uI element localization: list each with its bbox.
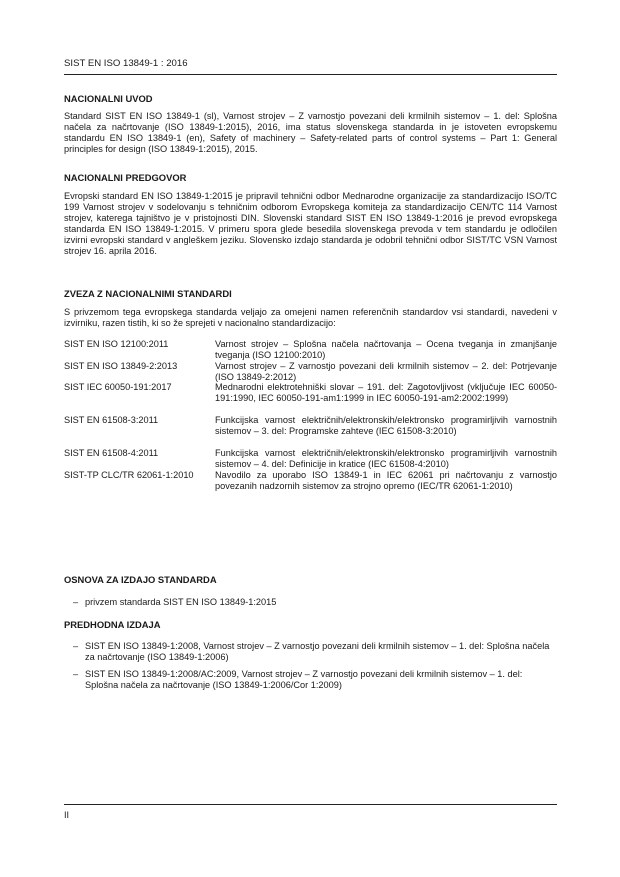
reference-id: SIST EN 61508-3:2011 xyxy=(64,415,159,425)
reference-desc: Mednarodni elektrotehniški slovar – 191. del: Zagotovljivost (vključuje IEC 60050-191:1990, IEC 60050-191-am1:1999 in IEC 60050-191-am2:2002:1999) xyxy=(215,382,557,403)
heading-nacionalni-predgovor: NACIONALNI PREDGOVOR xyxy=(64,172,187,183)
reference-desc: Funkcijska varnost električnih/elektronskih/elektronsko programirljivih varnostnih sistemov – 4. del: Definicije in kratice (IEC 61508-4:2010) xyxy=(215,448,557,469)
list-item: – SIST EN ISO 13849-1:2008/AC:2009, Varnost strojev – Z varnostjo povezani deli krmilnih sistemov – 1. del: Splošna načela za načrtovanje (ISO 13849-1:2006/Cor 1:2009) xyxy=(64,669,557,691)
heading-zveza: ZVEZA Z NACIONALNIMI STANDARDI xyxy=(64,288,232,299)
reference-id: SIST EN ISO 12100:2011 xyxy=(64,339,169,349)
heading-predhodna-izdaja: PREDHODNA IZDAJA xyxy=(64,619,161,630)
header-rule xyxy=(64,74,557,75)
bullet-dash: – xyxy=(73,597,79,607)
reference-id: SIST IEC 60050-191:2017 xyxy=(64,382,172,392)
document-header: SIST EN ISO 13849-1 : 2016 xyxy=(64,58,188,69)
reference-row xyxy=(64,415,557,437)
bullet-dash: – xyxy=(73,669,79,679)
zveza-paragraph: S privzemom tega evropskega standarda veljajo za omejeni namen referenčnih standardov vsi standardi, navedeni v izvirniku, razen tistih, ki so že sprejeti v nacionalno standardizacijo: xyxy=(64,307,557,328)
reference-id: SIST-TP CLC/TR 62061-1:2010 xyxy=(64,470,194,480)
reference-desc: Funkcijska varnost električnih/elektronskih/elektronsko programirljivih varnostnih sistemov – 3. del: Programske zahteve (IEC 61508-3:2010) xyxy=(215,415,557,436)
predgovor-paragraph: Evropski standard EN ISO 13849-1:2015 je pripravil tehnični odbor Mednarodne organizacije za standardizacijo ISO/TC 199 Varnost strojev v sodelovanju s tehničnim odborom Evropskega komiteja za standardizacijo CEN/TC 114 Varnost strojev, katerega tajništvo je v pristojnosti DIN. Slovenski standard SIST EN ISO 13849-1:2016 je prevod evropskega standarda EN ISO 13849-1:2015. V primeru spora glede besedila slovenskega prevoda v tem standardu je odločilen izvirni evropski standard v angleškem jeziku. Slovensko izdajo standarda je odobril tehnični odbor SIST/TC VSN Varnost strojev 16. aprila 2016. xyxy=(64,191,557,256)
bullet-dash: – xyxy=(73,641,79,651)
reference-row xyxy=(64,361,557,383)
reference-row xyxy=(64,382,557,404)
reference-desc: Navodilo za uporabo ISO 13849-1 in IEC 62061 pri načrtovanju z varnostjo povezanih nadzornih sistemov za strojno opremo (IEC/TR 62061-1:2010) xyxy=(215,470,557,491)
list-item: – privzem standarda SIST EN ISO 13849-1:2015 xyxy=(64,597,557,608)
reference-row xyxy=(64,470,557,492)
reference-row xyxy=(64,448,557,470)
list-item: – SIST EN ISO 13849-1:2008, Varnost strojev – Z varnostjo povezani deli krmilnih sistemov – 1. del: Splošna načela za načrtovanje (ISO 13849-1:2006) xyxy=(64,641,557,663)
uvod-paragraph: Standard SIST EN ISO 13849-1 (sl), Varnost strojev – Z varnostjo povezani deli krmilnih sistemov – 1. del: Splošna načela za načrtovanje (ISO 13849-1:2015), 2016, ima status slovenskega standarda in je istoveten evropskemu standardu EN ISO 13849-1 (en), Safety of machinery – Safety-related parts of control systems – Part 1: General principles for design (ISO 13849-1:2015), 2015. xyxy=(64,111,557,154)
footer-rule xyxy=(64,804,557,805)
reference-row xyxy=(64,339,557,361)
reference-id: SIST EN ISO 13849-2:2013 xyxy=(64,361,178,371)
heading-osnova: OSNOVA ZA IZDAJO STANDARDA xyxy=(64,574,217,585)
reference-desc: Varnost strojev – Splošna načela načrtovanja – Ocena tveganja in zmanjšanje tveganja (ISO 12100:2010) xyxy=(215,339,557,360)
reference-id: SIST EN 61508-4:2011 xyxy=(64,448,159,458)
page-number: II xyxy=(64,810,70,820)
reference-desc: Varnost strojev – Z varnostjo povezani deli krmilnih sistemov – 2. del: Potrjevanje (ISO 13849-2:2012) xyxy=(215,361,557,382)
heading-nacionalni-uvod: NACIONALNI UVOD xyxy=(64,93,153,104)
